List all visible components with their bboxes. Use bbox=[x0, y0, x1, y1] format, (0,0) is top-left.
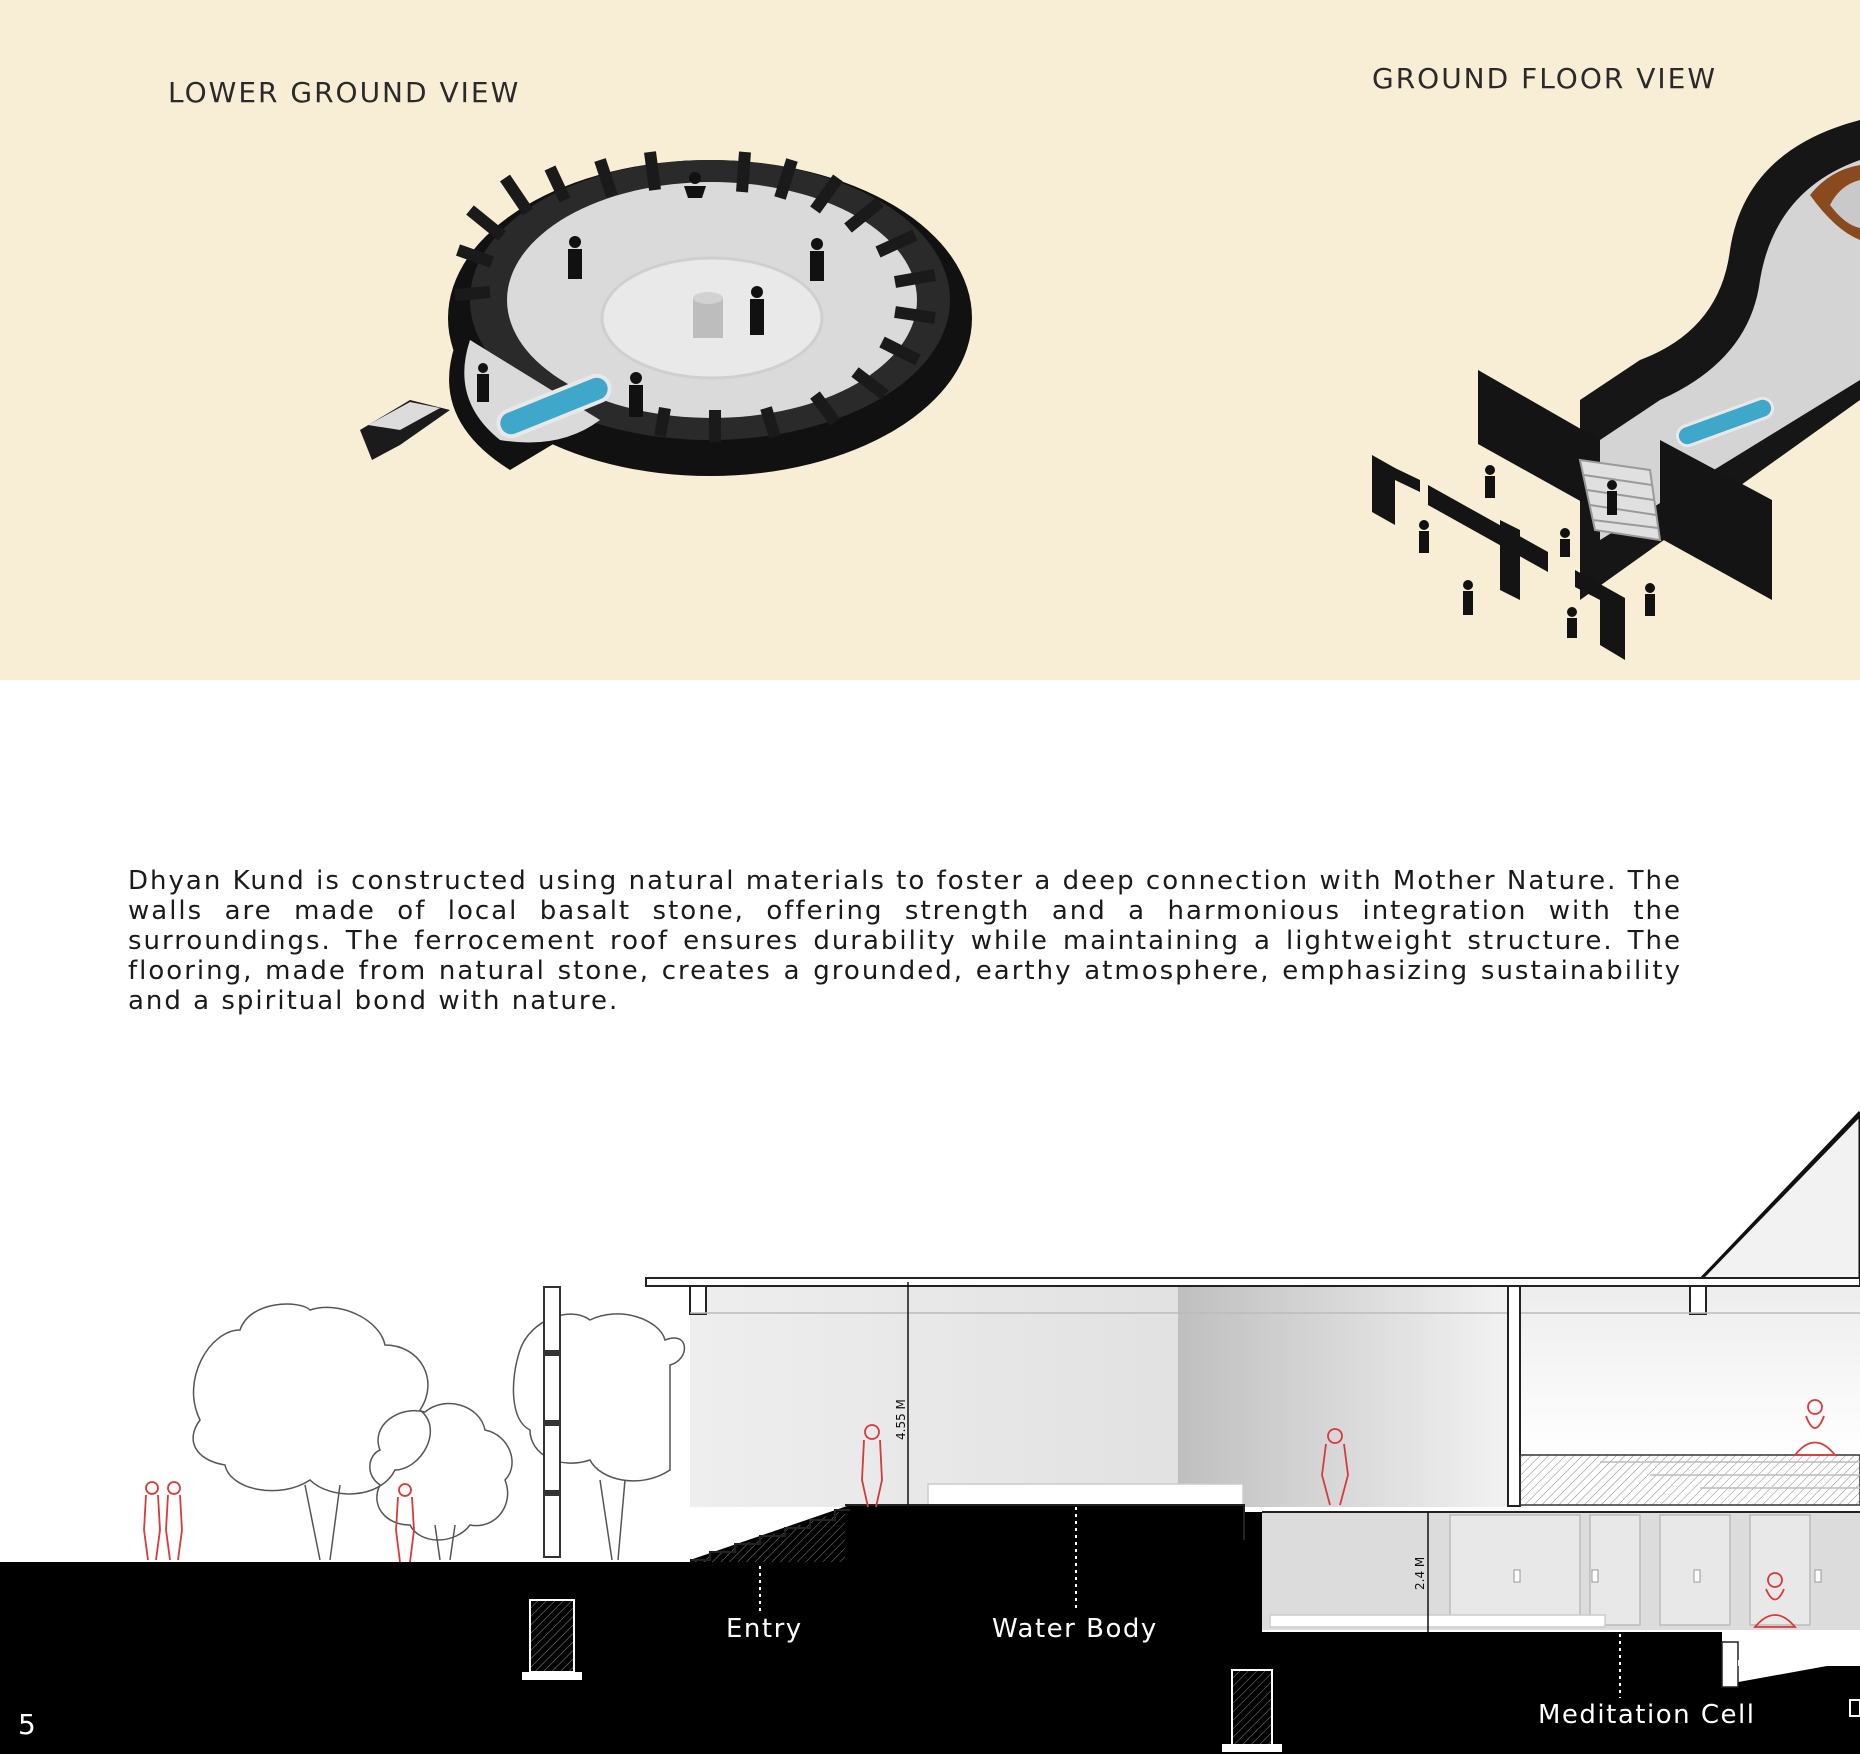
page-number: 5 bbox=[18, 1708, 36, 1741]
lower-ground-plan-drawing bbox=[360, 152, 972, 476]
ground-floor-plan-drawing bbox=[1372, 120, 1860, 660]
water-body-label: Water Body bbox=[992, 1614, 1158, 1644]
materials-description: Dhyan Kund is constructed using natural materials to foster a deep connection with Mother Nature. The walls are made of local basalt stone, offering strength and a harmonious integration with the surroundings. The ferrocement roof ensures durability while maintaining a lightweight structure. The flooring, made from natural stone, creates a grounded, earthy atmosphere, emphasizing sustainability and a spiritual bond with nature. bbox=[128, 866, 1682, 1016]
lower-ground-view-title: LOWER GROUND VIEW bbox=[168, 76, 521, 109]
upper-height-dimension: 4.55 M bbox=[894, 1399, 908, 1440]
ground-floor-view-title: GROUND FLOOR VIEW bbox=[1372, 62, 1718, 95]
lower-height-dimension: 2.4 M bbox=[1413, 1556, 1427, 1590]
entry-label: Entry bbox=[726, 1614, 803, 1644]
building-section-drawing bbox=[0, 1112, 1860, 1754]
meditation-cell-label: Meditation Cell bbox=[1538, 1700, 1756, 1730]
